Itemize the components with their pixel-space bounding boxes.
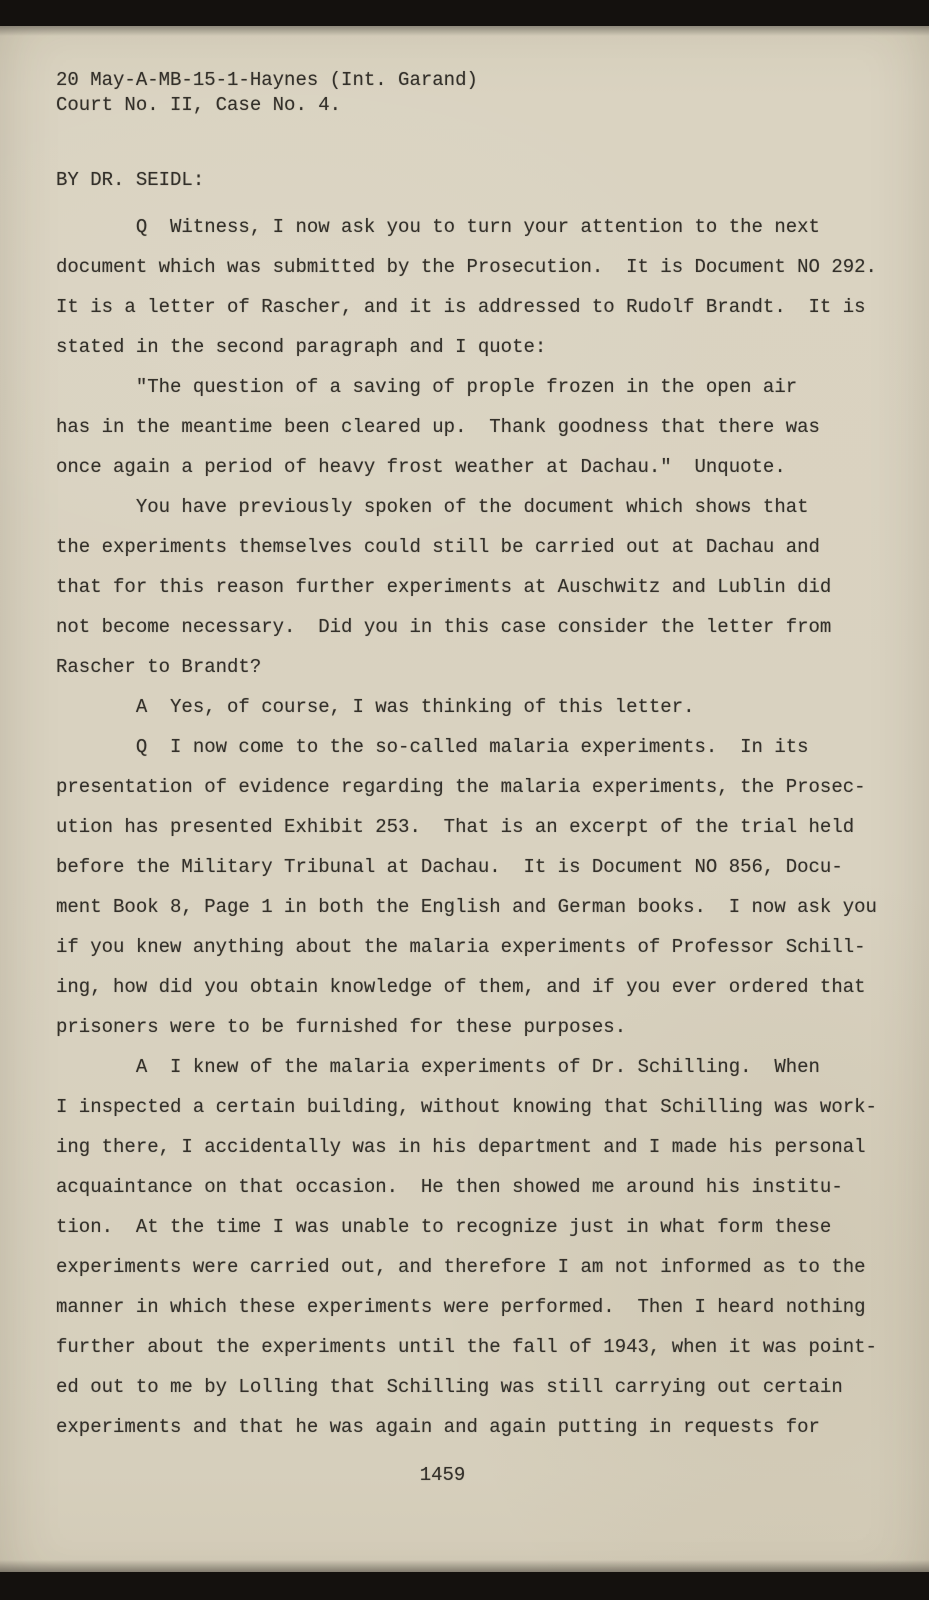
body-line: acquaintance on that occasion. He then showed me around his institu-: [56, 1176, 843, 1198]
speaker-heading: BY DR. SEIDL:: [56, 169, 205, 191]
body-line: tion. At the time I was unable to recognize just in what form these: [56, 1216, 832, 1238]
body-line: not become necessary. Did you in this case consider the letter from: [56, 616, 832, 638]
body-line: further about the experiments until the fall of 1943, when it was point-: [56, 1336, 877, 1358]
body-line: experiments were carried out, and therefore I am not informed as to the: [56, 1256, 866, 1278]
body-line: before the Military Tribunal at Dachau. It is Document NO 856, Docu-: [56, 856, 843, 878]
body-line: if you knew anything about the malaria experiments of Professor Schill-: [56, 936, 866, 958]
body-line: manner in which these experiments were performed. Then I heard nothing: [56, 1296, 866, 1318]
body-line: the experiments themselves could still be carried out at Dachau and: [56, 536, 820, 558]
body-line: presentation of evidence regarding the malaria experiments, the Prosec-: [56, 776, 866, 798]
scan-top-edge: [0, 0, 929, 26]
body-line: Q Witness, I now ask you to turn your attention to the next: [56, 216, 820, 238]
body-line: that for this reason further experiments at Auschwitz and Lublin did: [56, 576, 832, 598]
document-content: [56, 68, 893, 1489]
body-line: A Yes, of course, I was thinking of this letter.: [56, 696, 695, 718]
scan-bottom-edge: [0, 1572, 929, 1600]
body-line: ed out to me by Lolling that Schilling was still carrying out certain: [56, 1376, 843, 1398]
body-line: A I knew of the malaria experiments of Dr. Schilling. When: [56, 1056, 820, 1078]
body-line: once again a period of heavy frost weather at Dachau." Unquote.: [56, 456, 786, 478]
body-line: document which was submitted by the Prosecution. It is Document NO 292.: [56, 256, 877, 278]
body-line: Rascher to Brandt?: [56, 656, 262, 678]
body-line: ing there, I accidentally was in his department and I made his personal: [56, 1136, 866, 1158]
body-line: I inspected a certain building, without knowing that Schilling was work-: [56, 1096, 877, 1118]
body-line: ution has presented Exhibit 253. That is an excerpt of the trial held: [56, 816, 855, 838]
body-line: ing, how did you obtain knowledge of them, and if you ever ordered that: [56, 976, 866, 998]
page-number: 1459: [419, 1464, 466, 1486]
body-line: has in the meantime been cleared up. Thank goodness that there was: [56, 416, 820, 438]
document-header-line-1: 20 May-A-MB-15-1-Haynes (Int. Garand): [56, 69, 478, 91]
body-line: It is a letter of Rascher, and it is addressed to Rudolf Brandt. It is: [56, 296, 866, 318]
body-line: stated in the second paragraph and I quote:: [56, 336, 547, 358]
body-line: prisoners were to be furnished for these purposes.: [56, 1016, 627, 1038]
body-line: experiments and that he was again and again putting in requests for: [56, 1416, 820, 1438]
body-line: You have previously spoken of the document which shows that: [56, 496, 809, 518]
document-body: [56, 207, 893, 1447]
document-header-line-2: Court No. II, Case No. 4.: [56, 94, 342, 116]
body-line: ment Book 8, Page 1 in both the English and German books. I now ask you: [56, 896, 877, 918]
body-line: Q I now come to the so-called malaria experiments. In its: [56, 736, 809, 758]
body-line: "The question of a saving of prople frozen in the open air: [56, 376, 798, 398]
